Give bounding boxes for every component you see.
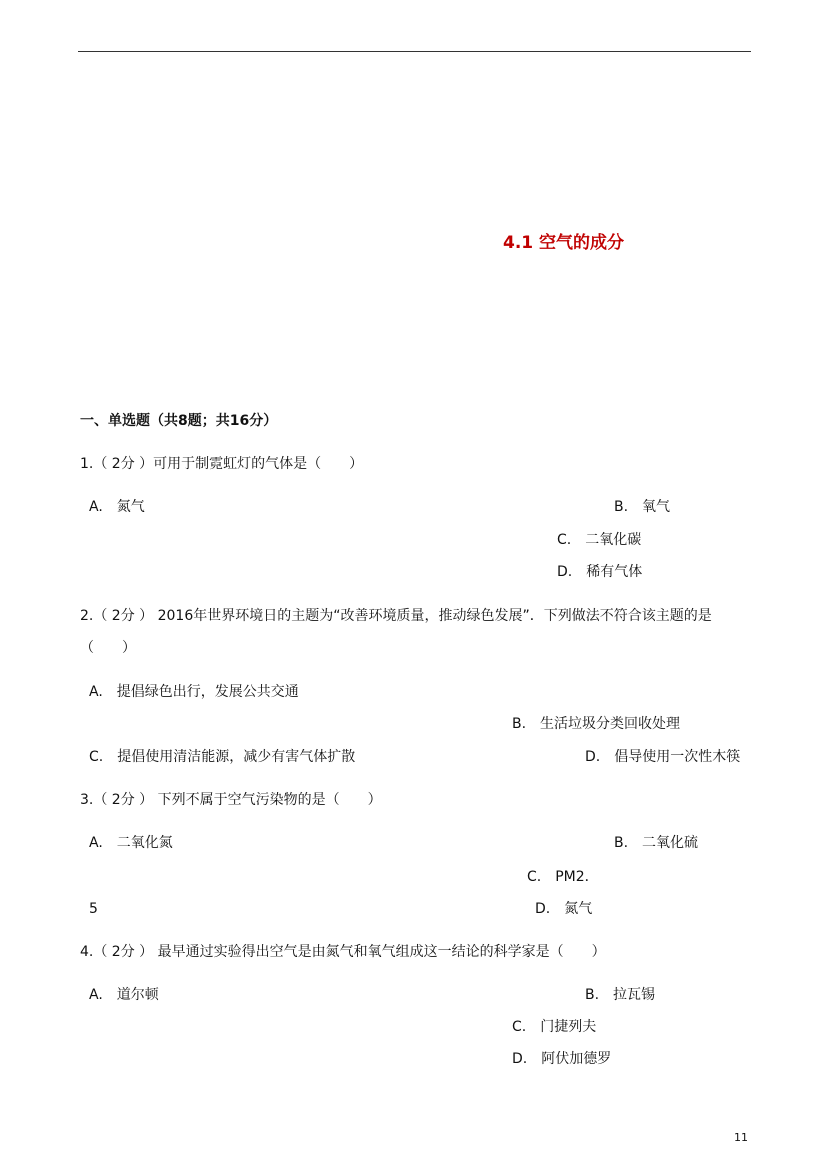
question-3-option-c: C. PM2． bbox=[527, 869, 599, 885]
question-4-option-b: B. 拉瓦锡 bbox=[585, 987, 656, 1003]
question-2-option-a: A. 提倡绿色出行，发展公共交通 bbox=[89, 684, 299, 700]
question-3-option-d: D. 氮气 bbox=[535, 901, 593, 917]
question-4-option-a: A. 道尔顿 bbox=[89, 987, 159, 1003]
question-2-stem-continuation: （ ） bbox=[80, 640, 136, 656]
page-title: 4.1 空气的成分 bbox=[503, 233, 625, 253]
question-3-option-a: A. 二氧化氮 bbox=[89, 835, 173, 851]
question-1-option-d: D. 稀有气体 bbox=[557, 564, 643, 580]
question-4-option-d: D. 阿伏加德罗 bbox=[512, 1051, 612, 1067]
question-2-stem: 2.（ 2分 ） 2016年世界环境日的主题为“改善环境质量，推动绿色发展”．下列做法不符合该主题的是 bbox=[80, 608, 712, 624]
section-heading: 一、单选题（共8题；共16分） bbox=[80, 413, 278, 429]
question-3-option-b: B. 二氧化硫 bbox=[614, 835, 699, 851]
question-3-option-c-wrap: 5 bbox=[89, 901, 98, 917]
question-1-option-c: C. 二氧化碳 bbox=[557, 532, 642, 548]
question-4-stem: 4.（ 2分 ） 最早通过实验得出空气是由氮气和氧气组成这一结论的科学家是（ ） bbox=[80, 944, 606, 960]
question-1-option-a: A. 氮气 bbox=[89, 499, 145, 515]
question-2-option-d: D. 倡导使用一次性木筷 bbox=[585, 749, 741, 765]
question-3-stem: 3.（ 2分 ） 下列不属于空气污染物的是（ ） bbox=[80, 792, 382, 808]
question-2-option-c: C. 提倡使用清洁能源，减少有害气体扩散 bbox=[89, 749, 356, 765]
header-rule bbox=[78, 51, 751, 52]
question-4-option-c: C. 门捷列夫 bbox=[512, 1019, 597, 1035]
question-1-option-b: B. 氧气 bbox=[614, 499, 671, 515]
question-1-stem: 1.（ 2分 ）可用于制霓虹灯的气体是（ ） bbox=[80, 456, 364, 472]
page-number: 11 bbox=[734, 1131, 748, 1144]
question-2-option-b: B. 生活垃圾分类回收处理 bbox=[512, 716, 681, 732]
